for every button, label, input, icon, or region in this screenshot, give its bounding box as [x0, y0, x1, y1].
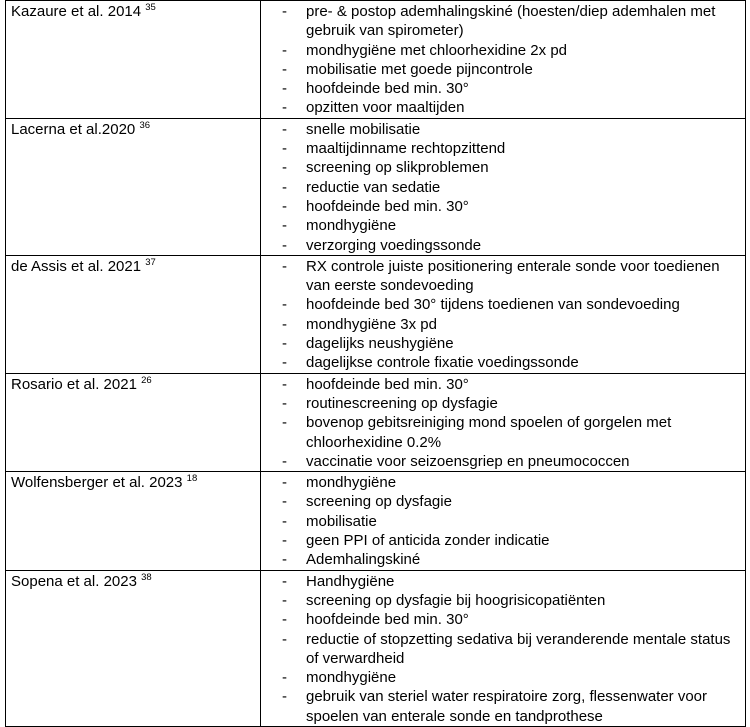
dash-bullet: - [282, 493, 287, 511]
dash-bullet: - [282, 394, 287, 412]
study-citation [6, 374, 260, 396]
dash-bullet: - [282, 178, 287, 196]
list-item [261, 216, 745, 235]
dash-bullet: - [282, 335, 287, 353]
list-item [261, 492, 745, 511]
list-item [261, 591, 745, 610]
measure-text: RX controle juiste positionering enterale sonde voor toedienen van eerste sondevoeding [306, 257, 720, 295]
dash-bullet: - [282, 60, 287, 78]
measures-cell [261, 570, 746, 726]
study-author: Wolfensberger et al. 2023 [11, 474, 183, 492]
list-item [261, 2, 745, 41]
measures-list [261, 256, 745, 373]
measure-text: Ademhalingskiné [306, 551, 421, 569]
dash-bullet: - [282, 611, 287, 629]
measure-text: reductie of stopzetting sedativa bij veranderende mentale status of verwardheid [306, 630, 731, 667]
list-item [261, 687, 745, 726]
measure-text: opzitten voor maaltijden [306, 99, 465, 117]
reference-number: 37 [145, 256, 156, 268]
measure-text: verzorging voedingssonde [306, 236, 482, 254]
list-item [261, 394, 745, 413]
study-cell [6, 255, 261, 373]
study-citation [6, 472, 260, 494]
dash-bullet: - [282, 551, 287, 569]
measure-text: gebruik van steriel water respiratoire zorg, flessenwater voor spoelen van enterale sonde en tandprothese [306, 688, 708, 725]
study-author: Sopena et al. 2023 [11, 572, 137, 590]
dash-bullet: - [282, 159, 287, 177]
list-item [261, 315, 745, 334]
reference-number: 18 [186, 473, 198, 485]
list-item [261, 79, 745, 98]
dash-bullet: - [282, 591, 287, 609]
measure-text: dagelijks neushygiëne [306, 335, 454, 353]
study-cell [6, 472, 261, 570]
dash-bullet: - [282, 236, 287, 254]
study-author: Rosario et al. 2021 [11, 375, 137, 393]
table-row [6, 1, 746, 119]
measure-text: geen PPI of anticida zonder indicatie [306, 532, 550, 550]
study-citation [6, 256, 260, 278]
reference-number: 36 [139, 119, 151, 131]
measure-text: mobilisatie met goede pijncontrole [306, 60, 533, 78]
dash-bullet: - [282, 197, 287, 215]
table-row [6, 118, 746, 255]
measure-text: routinescreening op dysfagie [306, 394, 498, 412]
list-item [261, 353, 745, 372]
study-cell [6, 570, 261, 726]
list-item [261, 413, 745, 452]
measure-text: bovenop gebitsreiniging mond spoelen of gorgelen met chloorhexidine 0.2% [306, 414, 672, 451]
dash-bullet: - [282, 315, 287, 333]
dash-bullet: - [282, 80, 287, 98]
dash-bullet: - [282, 257, 287, 275]
dash-bullet: - [282, 217, 287, 235]
study-citation [6, 1, 260, 23]
list-item [261, 452, 745, 471]
list-item [261, 236, 745, 255]
dash-bullet: - [282, 452, 287, 470]
list-item [261, 630, 745, 669]
measure-text: hoofdeinde bed 30° tijdens toedienen van sondevoeding [306, 296, 680, 314]
study-cell [6, 118, 261, 255]
study-cell [6, 1, 261, 119]
list-item [261, 139, 745, 158]
dash-bullet: - [282, 99, 287, 117]
measure-text: Handhygiëne [306, 572, 395, 590]
table-row [6, 373, 746, 471]
measures-cell [261, 118, 746, 255]
dash-bullet: - [282, 120, 287, 138]
dash-bullet: - [282, 512, 287, 530]
measure-text: mondhygiëne met chloorhexidine 2x pd [306, 41, 567, 59]
measures-list [261, 472, 745, 569]
list-item [261, 334, 745, 353]
measure-text: dagelijkse controle fixatie voedingssonde [306, 354, 579, 372]
prevention-measures-table [5, 0, 746, 727]
dash-bullet: - [282, 414, 287, 432]
list-item [261, 158, 745, 177]
list-item [261, 375, 745, 394]
study-author: de Assis et al. 2021 [11, 257, 142, 275]
table-row [6, 472, 746, 570]
measures-cell [261, 373, 746, 471]
dash-bullet: - [282, 474, 287, 492]
measures-list [261, 119, 745, 255]
dash-bullet: - [282, 296, 287, 314]
dash-bullet: - [282, 375, 287, 393]
dash-bullet: - [282, 630, 287, 648]
list-item [261, 120, 745, 139]
measures-cell [261, 1, 746, 119]
list-item [261, 512, 745, 531]
measures-cell [261, 472, 746, 570]
list-item [261, 550, 745, 569]
measure-text: mondhygiëne [306, 669, 397, 687]
study-cell [6, 373, 261, 471]
list-item [261, 668, 745, 687]
measure-text: pre- & postop ademhalingskiné (hoesten/diep ademhalen met gebruik van spirometer) [306, 3, 716, 40]
reference-number: 26 [141, 374, 152, 386]
list-item [261, 531, 745, 550]
dash-bullet: - [282, 688, 287, 706]
dash-bullet: - [282, 669, 287, 687]
measures-list [261, 374, 745, 471]
list-item [261, 60, 745, 79]
measure-text: reductie van sedatie [306, 178, 441, 196]
measure-text: screening op dysfagie [306, 493, 452, 511]
list-item [261, 197, 745, 216]
list-item [261, 98, 745, 117]
measure-text: vaccinatie voor seizoensgriep en pneumococcen [306, 452, 630, 470]
measure-text: hoofdeinde bed min. 30° [306, 80, 469, 98]
list-item [261, 257, 745, 296]
study-author: Kazaure et al. 2014 [11, 3, 142, 20]
measure-text: maaltijdinname rechtopzittend [306, 140, 506, 158]
measure-text: snelle mobilisatie [306, 120, 421, 138]
measure-text: screening op dysfagie bij hoogrisicopatiënten [306, 591, 606, 609]
measure-text: mondhygiëne [306, 217, 397, 235]
table-body [6, 1, 746, 727]
table-row [6, 255, 746, 373]
measure-text: mondhygiëne [306, 474, 397, 492]
dash-bullet: - [282, 41, 287, 59]
measure-text: hoofdeinde bed min. 30° [306, 197, 469, 215]
dash-bullet: - [282, 532, 287, 550]
dash-bullet: - [282, 3, 287, 20]
measure-text: screening op slikproblemen [306, 159, 489, 177]
list-item [261, 572, 745, 591]
list-item [261, 178, 745, 197]
measure-text: mondhygiëne 3x pd [306, 315, 437, 333]
measures-cell [261, 255, 746, 373]
study-citation [6, 571, 260, 593]
measure-text: hoofdeinde bed min. 30° [306, 375, 469, 393]
study-author: Lacerna et al.2020 [11, 120, 136, 138]
list-item [261, 41, 745, 60]
measure-text: mobilisatie [306, 512, 377, 530]
measure-text: hoofdeinde bed min. 30° [306, 611, 469, 629]
dash-bullet: - [282, 354, 287, 372]
table-row [6, 570, 746, 726]
dash-bullet: - [282, 140, 287, 158]
list-item [261, 473, 745, 492]
measures-list [261, 1, 745, 118]
measures-list [261, 571, 745, 726]
reference-number: 38 [141, 571, 152, 583]
dash-bullet: - [282, 572, 287, 590]
list-item [261, 610, 745, 629]
study-citation [6, 119, 260, 141]
list-item [261, 295, 745, 314]
reference-number: 35 [145, 2, 156, 13]
